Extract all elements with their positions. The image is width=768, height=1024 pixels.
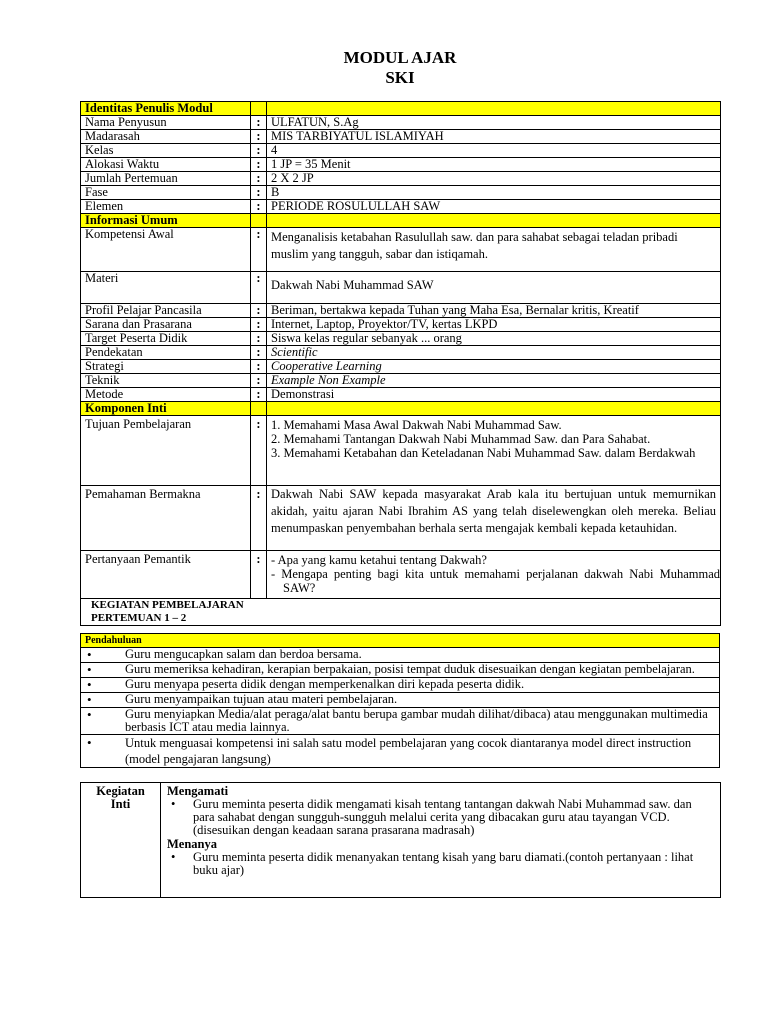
colon: :	[251, 318, 267, 332]
tujuan-item: 1. Memahami Masa Awal Dakwah Nabi Muhammad Saw.	[271, 418, 562, 432]
colon: :	[251, 172, 267, 186]
row-value: Scientific	[267, 346, 721, 360]
pendahuluan-text: Guru menyiapkan Media/alat peraga/alat bantu berupa gambar mudah dilihat/dibaca) atau menggunakan multimedia berbasis ICT atau media lainnya.	[125, 707, 708, 734]
colon: :	[251, 200, 267, 214]
document-subtitle: SKI	[385, 68, 415, 87]
tujuan-item: 3. Memahami Ketabahan dan Keteladanan Nabi Muhammad Saw. dalam Berdakwah	[271, 446, 696, 460]
pendahuluan-table	[80, 633, 720, 768]
bullet-icon	[81, 693, 125, 707]
row-value: Beriman, bertakwa kepada Tuhan yang Maha Esa, Bernalar kritis, Kreatif	[267, 304, 721, 318]
pendahuluan-text: Guru mengucapkan salam dan berdoa bersama.	[125, 647, 362, 661]
colon: :	[251, 158, 267, 172]
colon: :	[251, 186, 267, 200]
bullet-icon	[81, 663, 125, 677]
pendahuluan-item	[81, 648, 720, 663]
colon: :	[251, 304, 267, 318]
colon: :	[251, 130, 267, 144]
bullet-icon	[81, 708, 125, 734]
identitas-heading: Identitas Penulis Modul	[81, 102, 251, 116]
tujuan-item: 2. Memahami Tantangan Dakwah Nabi Muhammad Saw. dan Para Sahabat.	[271, 432, 651, 446]
row-label: Tujuan Pembelajaran	[81, 416, 251, 486]
komponen-inti-heading: Komponen Inti	[81, 402, 251, 416]
menanya-item	[167, 851, 714, 877]
pemahaman-value: Dakwah Nabi SAW kepada masyarakat Arab kala itu bertujuan untuk memurnikan akidah, yaitu ajaran Nabi Ibrahim AS yang telah diselewengkan oleh mereka. Beliau menumpaskan penyembahan berhala serta mengajak kembali kepada ketauhidan.	[267, 486, 721, 551]
pendahuluan-heading: Pendahuluan	[81, 634, 720, 648]
colon: :	[251, 332, 267, 346]
informasi-umum-heading: Informasi Umum	[81, 214, 251, 228]
row-label: Metode	[81, 388, 251, 402]
row-label: Alokasi Waktu	[81, 158, 251, 172]
colon: :	[251, 144, 267, 158]
row-value: Demonstrasi	[267, 388, 721, 402]
kegiatan-inti-label-line: Kegiatan	[96, 784, 145, 798]
row-label: Sarana dan Prasarana	[81, 318, 251, 332]
bullet-icon	[81, 735, 125, 767]
materi-value: Dakwah Nabi Muhammad SAW	[267, 272, 721, 304]
kegiatan-heading-line: KEGIATAN PEMBELAJARAN	[91, 599, 244, 611]
row-value: Example Non Example	[267, 374, 721, 388]
kegiatan-inti-content	[161, 783, 721, 898]
menanya-heading: Menanya	[167, 837, 217, 851]
row-label: Jumlah Pertemuan	[81, 172, 251, 186]
row-value: Siswa kelas regular sebanyak ... orang	[267, 332, 721, 346]
row-label: Pemahaman Bermakna	[81, 486, 251, 551]
colon: :	[251, 374, 267, 388]
colon: :	[251, 116, 267, 130]
menanya-text: Guru meminta peserta didik menanyakan tentang kisah yang baru diamati.(contoh pertanyaan : lihat buku ajar)	[193, 850, 694, 877]
colon: :	[251, 360, 267, 374]
row-value: 2 X 2 JP	[267, 172, 721, 186]
bullet-icon	[167, 798, 193, 837]
bullet-icon	[81, 678, 125, 692]
colon: :	[251, 486, 267, 551]
row-label: Fase	[81, 186, 251, 200]
row-label: Pendekatan	[81, 346, 251, 360]
row-label: Target Peserta Didik	[81, 332, 251, 346]
kompetensi-awal-value: Menganalisis ketabahan Rasulullah saw. dan para sahabat sebagai teladan pribadi muslim yang tangguh, sabar dan istiqamah.	[267, 228, 721, 272]
row-value: PERIODE ROSULULLAH SAW	[267, 200, 721, 214]
row-label: Kelas	[81, 144, 251, 158]
bullet-icon	[167, 851, 193, 877]
colon: :	[251, 551, 267, 599]
row-label: Profil Pelajar Pancasila	[81, 304, 251, 318]
row-label: Kompetensi Awal	[81, 228, 251, 272]
colon: :	[251, 228, 267, 272]
kegiatan-heading	[81, 599, 721, 626]
colon: :	[251, 388, 267, 402]
pendahuluan-text: Untuk menguasai kompetensi ini salah satu model pembelajaran yang cocok diantaranya model direct instruction (model pengajaran langsung)	[125, 736, 692, 766]
row-label: Materi	[81, 272, 251, 304]
colon: :	[251, 346, 267, 360]
colon: :	[251, 416, 267, 486]
kegiatan-inti-label-line: Inti	[110, 797, 131, 811]
mengamati-item	[167, 798, 714, 837]
row-label: Nama Penyusun	[81, 116, 251, 130]
row-value: ULFATUN, S.Ag	[267, 116, 721, 130]
row-value: 4	[267, 144, 721, 158]
kegiatan-heading-line: PERTEMUAN 1 – 2	[91, 612, 187, 624]
pertanyaan-item: - Apa yang kamu ketahui tentang Dakwah?	[271, 553, 487, 567]
pertanyaan-item: - Mengapa penting bagi kita untuk memahami perjalanan dakwah Nabi Muhammad SAW?	[271, 567, 720, 595]
tujuan-list	[267, 416, 721, 486]
mengamati-text: Guru meminta peserta didik mengamati kisah tentang tantangan dakwah Nabi Muhammad saw. dan para sahabat dengan sungguh-sungguh melalui cerita yang dibacakan guru atau tayangan VCD. (disesuikan dengan keadaan sarana prasarana madrasah)	[193, 797, 692, 837]
pertanyaan-list	[267, 551, 721, 599]
pendahuluan-text: Guru menyapa peserta didik dengan memperkenalkan diri kepada peserta didik.	[125, 677, 525, 691]
row-label: Pertanyaan Pemantik	[81, 551, 251, 599]
row-label: Strategi	[81, 360, 251, 374]
pendahuluan-item	[81, 663, 720, 678]
document-title: MODUL AJAR	[343, 48, 457, 67]
identity-table	[80, 101, 721, 626]
kegiatan-inti-label	[81, 783, 161, 898]
row-label: Elemen	[81, 200, 251, 214]
pendahuluan-item	[81, 708, 720, 735]
row-label: Teknik	[81, 374, 251, 388]
pendahuluan-item	[81, 693, 720, 708]
pendahuluan-item	[81, 735, 720, 768]
pendahuluan-item	[81, 678, 720, 693]
colon: :	[251, 272, 267, 304]
pendahuluan-text: Guru menyampaikan tujuan atau materi pembelajaran.	[125, 692, 398, 706]
row-value: Cooperative Learning	[267, 360, 721, 374]
row-value: Internet, Laptop, Proyektor/TV, kertas LKPD	[267, 318, 721, 332]
kegiatan-inti-table	[80, 782, 721, 898]
row-label: Madarasah	[81, 130, 251, 144]
mengamati-heading: Mengamati	[167, 784, 229, 798]
row-value: MIS TARBIYATUL ISLAMIYAH	[267, 130, 721, 144]
row-value: B	[267, 186, 721, 200]
row-value: 1 JP = 35 Menit	[267, 158, 721, 172]
pendahuluan-text: Guru memeriksa kehadiran, kerapian berpakaian, posisi tempat duduk disesuaikan dengan kegiatan pembelajaran.	[125, 662, 695, 676]
bullet-icon	[81, 648, 125, 662]
